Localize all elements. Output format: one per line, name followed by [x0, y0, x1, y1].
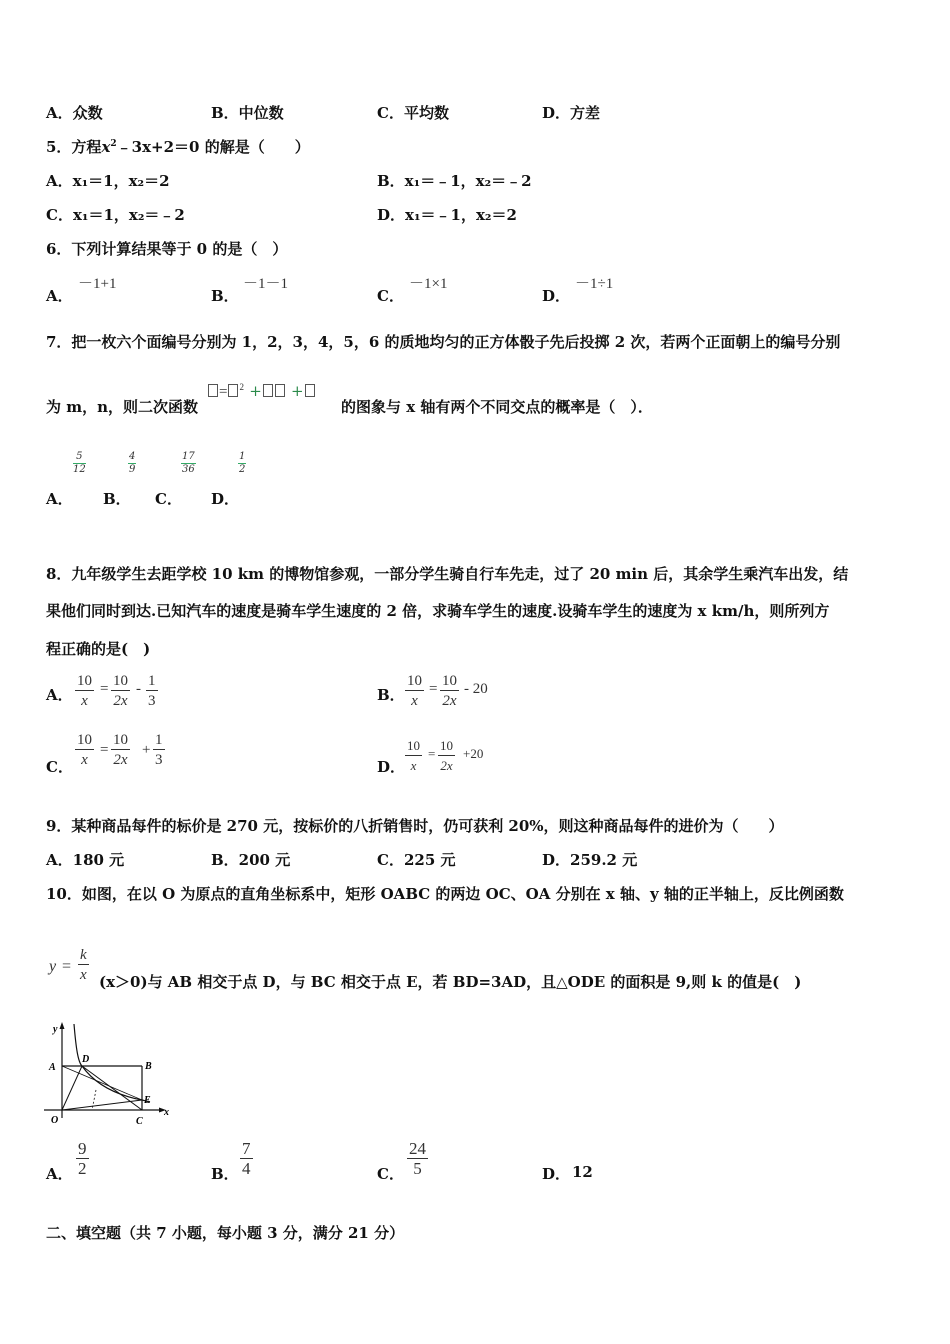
q9-option-b: B．200 元: [211, 851, 291, 869]
q7-line2-post: 的图象与 x 轴有两个不同交点的概率是（ ）．: [341, 398, 653, 416]
q6-expr-c: －1×1: [409, 276, 448, 292]
q4-option-c: C．平均数: [377, 104, 449, 122]
section-2-heading: 二、填空题（共 7 小题，每小题 3 分，满分 21 分）: [46, 1224, 405, 1242]
label-a: A: [49, 1062, 56, 1073]
q7-line1: 7．把一枚六个面编号分别为 1，2，3，4，5，6 的质地均匀的正方体骰子先后投掷 2 次，若两个正面朝上的编号分别: [46, 333, 841, 351]
segment-od: [62, 1066, 82, 1110]
q7-label-d: D．: [211, 490, 240, 508]
q9-stem: 9．某种商品每件的标价是 270 元，按标价的八折销售时，仍可获利 20%，则这种商品每件的进价为（ ）: [46, 817, 784, 835]
q10-frac-c: $\frac{24}{5}$: [409, 1139, 426, 1178]
q4-option-b: B．中位数: [211, 104, 284, 122]
q10-func-eq: =: [62, 958, 72, 975]
label-e: E: [144, 1095, 151, 1106]
q8-line1: 8．九年级学生去距学校 10 km 的博物馆参观，一部分学生骑自行车先走，过了 20 min 后，其余学生乘汽车出发，结: [46, 565, 849, 583]
q6-label-b: B．: [211, 287, 239, 305]
y-axis-arrow: [60, 1022, 65, 1029]
q10-label-a: A．: [46, 1165, 73, 1183]
q9-option-d: D．259.2 元: [542, 851, 638, 869]
q8-b-eq: =: [429, 681, 438, 697]
label-o: O: [51, 1115, 59, 1126]
q6-label-d: D．: [542, 287, 571, 305]
q4-option-d: D．方差: [542, 104, 601, 122]
label-b: B: [145, 1061, 152, 1072]
q8-line2: 果他们同时到达.已知汽车的速度是骑车学生速度的 2 倍，求骑车学生的速度.设骑车学生的速度为 x km/h，则所列方: [46, 602, 830, 620]
q8-c-frac3: $\frac{1}{3}$: [155, 732, 163, 768]
q10-figure: [40, 1018, 175, 1130]
q8-b-frac1: $\frac{10}{x}$: [407, 673, 422, 709]
q7-frac-b: $\frac{4}{9}$: [129, 451, 136, 475]
q7-label-b: B．: [103, 490, 131, 508]
q9-option-a: A．180 元: [46, 851, 125, 869]
q8-c-frac1: $\frac{10}{x}$: [77, 732, 92, 768]
q8-c-eq: =: [100, 742, 109, 758]
dashed-line: [92, 1090, 96, 1110]
q8-b-tail: - 20: [464, 681, 488, 697]
q8-a-eq: =: [100, 681, 109, 697]
q8-d-frac2: $\frac{10}{2x}$: [440, 738, 453, 773]
label-x: x: [164, 1107, 169, 1118]
q8-a-frac3: $\frac{1}{3}$: [148, 673, 156, 709]
q6-expr-b: －1－1: [243, 276, 289, 292]
q8-a-op: -: [136, 681, 141, 697]
q8-label-b: B．: [377, 686, 405, 704]
q9-option-c: C．225 元: [377, 851, 456, 869]
q5-option-b: B．x₁＝﹣1，x₂＝﹣2: [377, 172, 532, 190]
q5-option-d: D．x₁＝﹣1，x₂＝2: [377, 206, 517, 224]
q8-label-d: D．: [377, 758, 406, 776]
q8-d-tail: +20: [463, 746, 484, 761]
q7-line2: 为 m，n，则二次函数: [46, 398, 199, 416]
q8-a-frac2: $\frac{10}{2x}$: [113, 673, 128, 709]
q10-line1: 10．如图，在以 O 为原点的直角坐标系中，矩形 OABC 的两边 OC、OA 分别在 x 轴、y 轴的正半轴上，反比例函数: [46, 885, 844, 903]
q10-label-d: D．: [542, 1165, 571, 1183]
q10-option-d-value: 12: [572, 1163, 593, 1181]
label-c: C: [136, 1116, 143, 1127]
q10-frac-b: $\frac{7}{4}$: [242, 1139, 251, 1178]
q6-stem: 6．下列计算结果等于 0 的是（ ）: [46, 240, 288, 258]
q7-frac-c: $\frac{17}{36}$: [182, 451, 195, 475]
q5-stem: 5．方程$x^2﹣3x+2=0$ 的解是（ ）: [46, 138, 310, 156]
q7-frac-d: $\frac{1}{2}$: [239, 451, 246, 475]
q7-label-c: C．: [155, 490, 182, 508]
label-d: D: [82, 1054, 90, 1065]
q6-label-c: C．: [377, 287, 404, 305]
q6-label-a: A．: [46, 287, 73, 305]
q6-expr-d: －1÷1: [575, 276, 614, 292]
q10-func-y: y: [49, 958, 57, 975]
q10-label-b: B．: [211, 1165, 239, 1183]
q10-frac-a: $\frac{9}{2}$: [78, 1139, 87, 1178]
q5-option-a: A．x₁＝1，x₂＝2: [46, 172, 170, 190]
q7-frac-a: $\frac{5}{12}$: [73, 451, 86, 475]
q7-label-a: A．: [46, 490, 73, 508]
q8-c-op: +: [142, 742, 151, 758]
q8-label-a: A．: [46, 686, 73, 704]
q8-d-eq: =: [428, 746, 436, 761]
q8-c-frac2: $\frac{10}{2x}$: [113, 732, 128, 768]
q6-expr-a: －1+1: [78, 276, 117, 292]
q8-label-c: C．: [46, 758, 73, 776]
q7-formula: = $^2$ + +: [207, 382, 316, 401]
q10-func-frac: $\frac{k}{x}$: [80, 947, 87, 983]
q8-b-frac2: $\frac{10}{2x}$: [442, 673, 457, 709]
q8-d-frac1: $\frac{10}{x}$: [407, 738, 420, 773]
q5-option-c: C．x₁＝1，x₂＝﹣2: [46, 206, 185, 224]
q4-option-a: A．众数: [46, 104, 103, 122]
q10-label-c: C．: [377, 1165, 404, 1183]
q8-line3: 程正确的是( ): [46, 640, 151, 658]
label-y: y: [53, 1024, 58, 1035]
q10-line2: (x＞0)与 AB 相交于点 D，与 BC 相交于点 E，若 BD=3AD，且△ODE 的面积是 9,则 k 的值是( ): [99, 973, 802, 991]
q8-a-frac1: $\frac{10}{x}$: [77, 673, 92, 709]
